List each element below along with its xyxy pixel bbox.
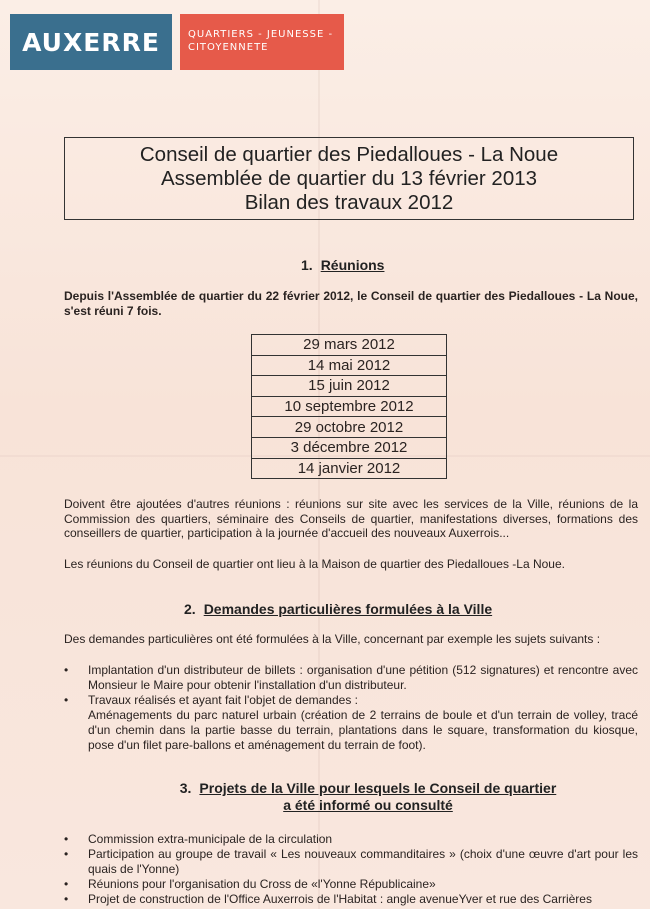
list-item-text: Implantation d'un distributeur de billets : organisation d'une pétition (512 signatures) et rencontre avec Monsieur le Maire pour obtenir l'installation d'un distributeur. (88, 663, 638, 692)
section-3-list (64, 832, 638, 907)
list-item-text: Commission extra-municipale de la circulation (88, 832, 333, 846)
table-row (252, 396, 447, 417)
title-line-3: Bilan des travaux 2012 (244, 191, 454, 214)
section-1-intro: Depuis l'Assemblée de quartier du 22 février 2012, le Conseil de quartier des Piedalloues - La Noue, s'est réuni 7 fois. (64, 289, 638, 318)
meeting-dates-table (251, 334, 447, 479)
section-1-paragraph-2: Les réunions du Conseil de quartier ont lieu à la Maison de quartier des Piedalloues -La Noue. (64, 557, 565, 571)
list-item (64, 693, 638, 753)
title-line-2: Assemblée de quartier du 13 février 2013 (160, 167, 538, 190)
section-3-heading (158, 780, 578, 814)
list-item-text: Réunions pour l'organisation du Cross de «l'Yonne Républicaine» (88, 877, 436, 891)
section-1-title: Réunions (320, 257, 385, 273)
list-item-body: Aménagements du parc naturel urbain (création de 2 terrains de boule et d'un terrain de volley, tracé d'un chemin dans la partie basse du terrain, plantations dans le square, transformation du kiosque, pose d'un filet pare-ballons et aménagement du terrain de foot). (88, 708, 638, 752)
section-2-heading (184, 601, 492, 617)
section-3-title-line-1: Projets de la Ville pour lesquels le Conseil de quartier (199, 780, 557, 796)
meeting-date-cell: 14 mai 2012 (252, 355, 447, 376)
list-item-text: Projet de construction de l'Office Auxerrois de l'Habitat : angle avenueYver et rue des Carrières (88, 892, 592, 906)
section-1-heading (301, 257, 384, 273)
tagline-line-1: QUARTIERS - JEUNESSE - (188, 29, 334, 40)
section-1-paragraph-1: Doivent être ajoutées d'autres réunions : réunions sur site avec les services de la Ville, réunions de la Commission des quartiers, séminaire des Conseils de quartier, manifestations diverses, formations des conseillers de quartier, participation à la journée d'accueil des nouveaux Auxerrois... (64, 497, 638, 540)
table-row (252, 335, 447, 356)
list-item-text: Participation au groupe de travail « Les nouveaux commanditaires » (choix d'une œuvre d'art pour les quais de l'Yonne) (88, 847, 638, 876)
section-3-title-line-2: a été informé ou consulté (283, 797, 453, 813)
table-row (252, 355, 447, 376)
meeting-date-cell: 3 décembre 2012 (252, 437, 447, 458)
table-row (252, 417, 447, 438)
tagline-banner (180, 14, 344, 70)
meeting-date-cell: 29 mars 2012 (252, 335, 447, 356)
list-item-title: Travaux réalisés et ayant fait l'objet de demandes : (88, 693, 358, 707)
tagline-line-2: CITOYENNETE (188, 42, 269, 53)
logo-text: AUXERRE (22, 27, 160, 57)
meeting-date-cell: 29 octobre 2012 (252, 417, 447, 438)
meeting-date-cell: 15 juin 2012 (252, 376, 447, 397)
table-row (252, 437, 447, 458)
table-row (252, 376, 447, 397)
list-item (64, 877, 638, 892)
meeting-date-cell: 14 janvier 2012 (252, 458, 447, 479)
section-1-number: 1. (301, 257, 313, 273)
list-item (64, 847, 638, 877)
section-3-number: 3. (179, 780, 192, 796)
list-item (64, 832, 638, 847)
auxerre-logo (10, 14, 172, 70)
list-item (64, 663, 638, 693)
table-row (252, 458, 447, 479)
section-2-list (64, 663, 638, 753)
list-item (64, 892, 638, 907)
section-2-number: 2. (184, 601, 196, 617)
section-2-intro: Des demandes particulières ont été formulées à la Ville, concernant par exemple les sujets suivants : (64, 632, 601, 646)
section-2-title: Demandes particulières formulées à la Ville (203, 601, 493, 617)
title-line-1: Conseil de quartier des Piedalloues - La Noue (139, 143, 559, 166)
document-title-box (64, 137, 634, 220)
meeting-date-cell: 10 septembre 2012 (252, 396, 447, 417)
